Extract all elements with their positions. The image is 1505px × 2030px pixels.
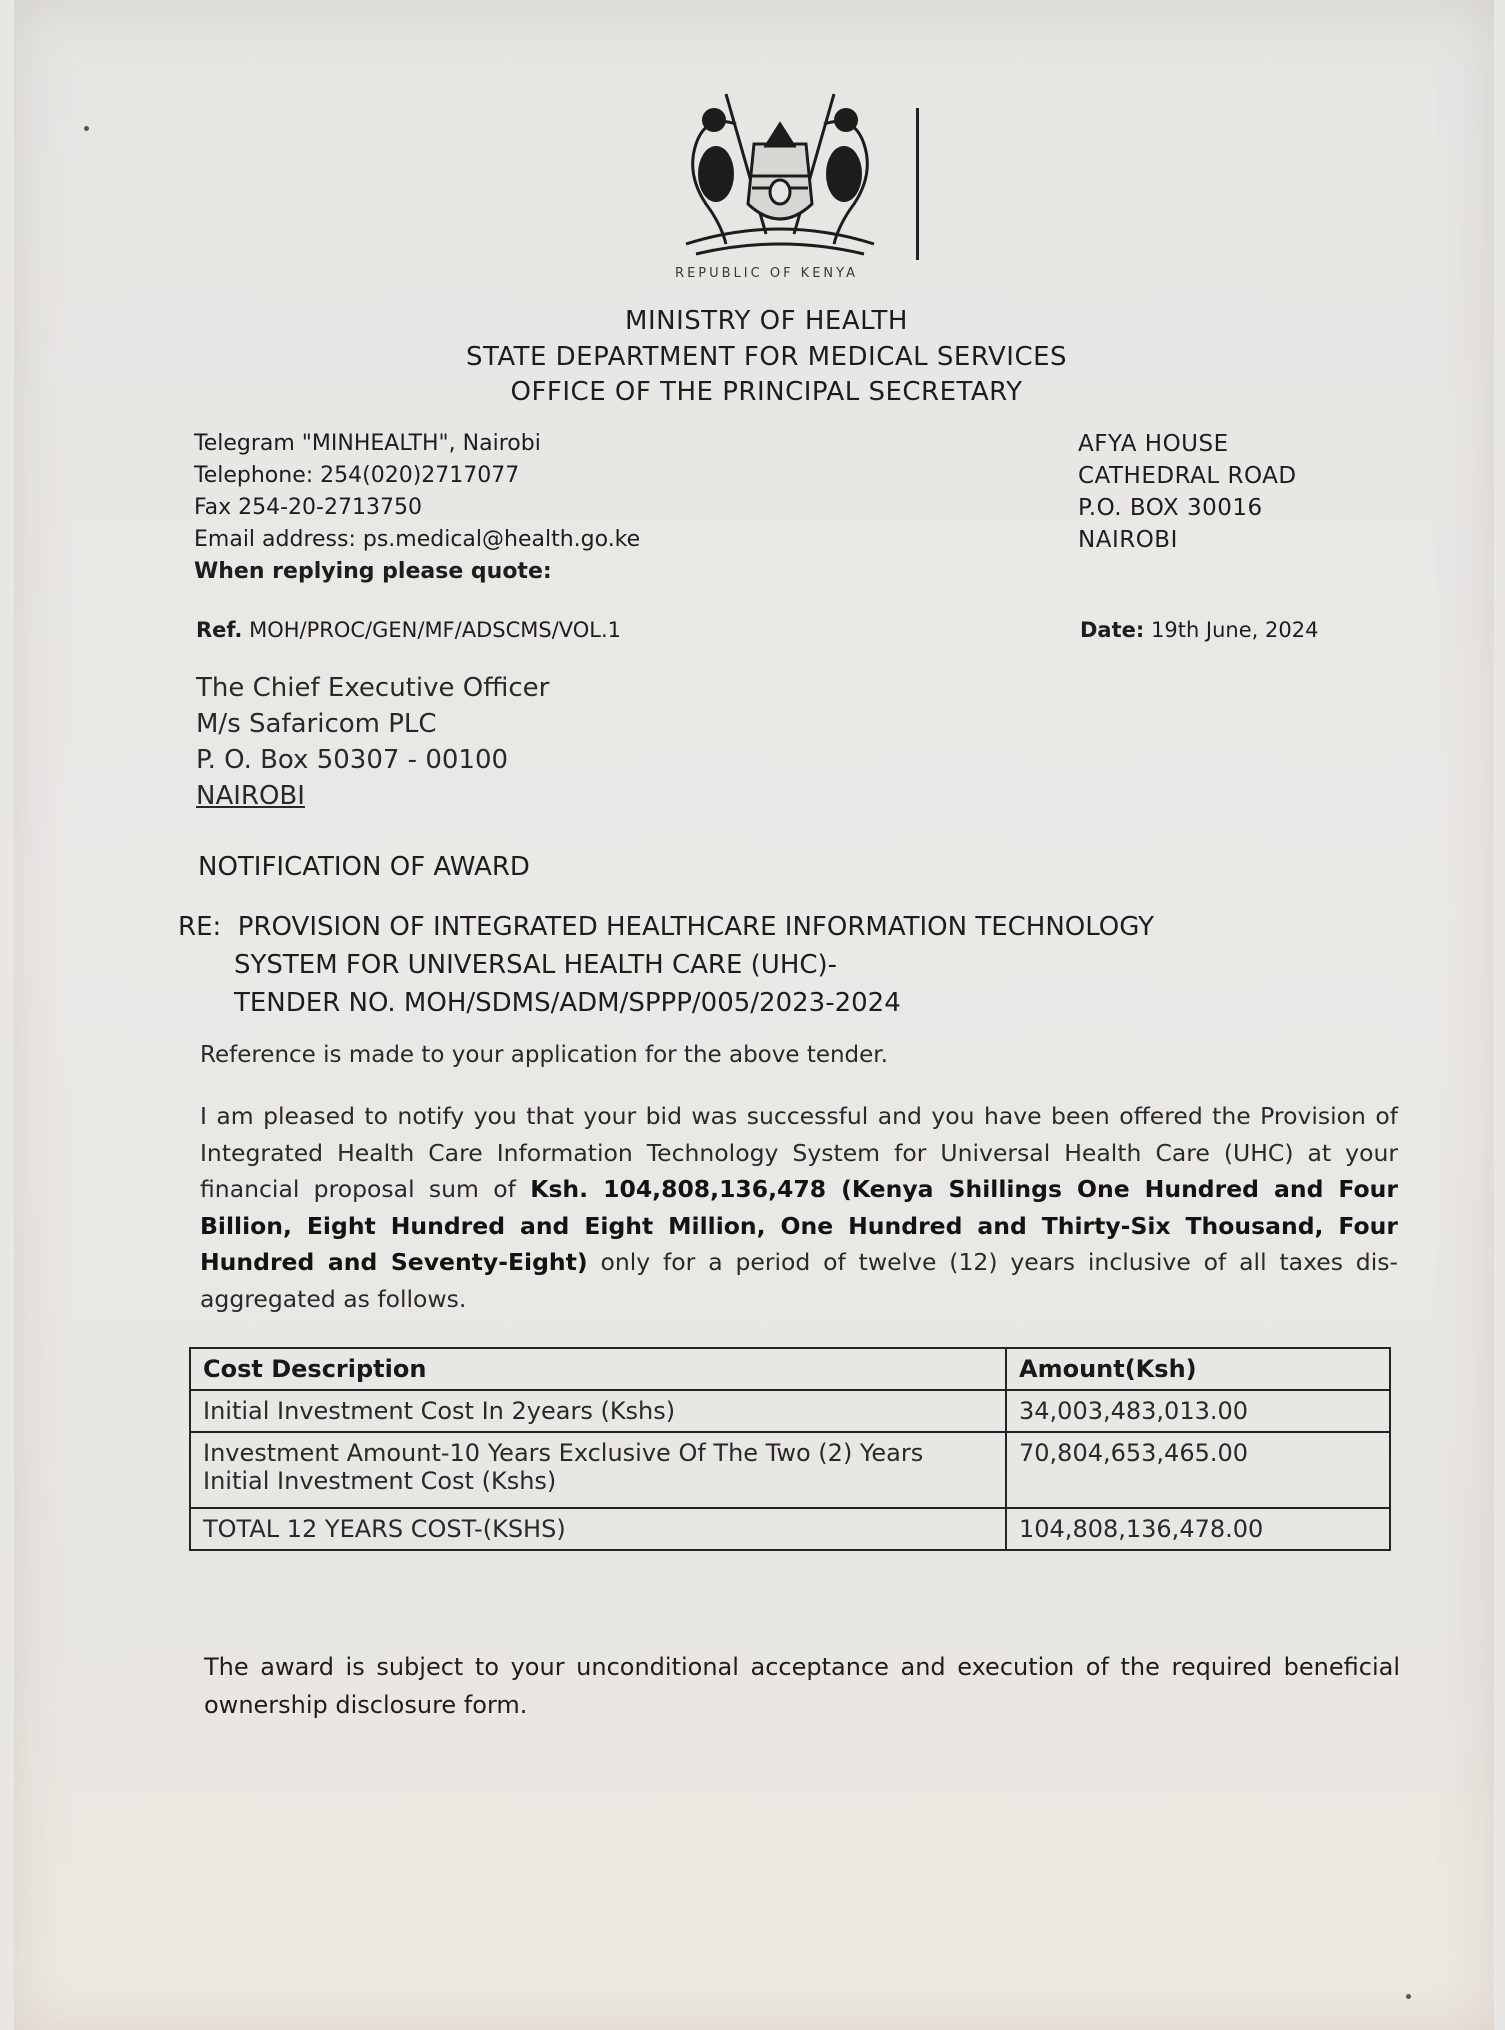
address-line: AFYA HOUSE: [1078, 431, 1229, 457]
recipient-line: P. O. Box 50307 - 00100: [196, 745, 509, 775]
cost-description-cell: Investment Amount-10 Years Exclusive Of The Two (2) Years Initial Investment Cost (Kshs): [190, 1432, 1006, 1508]
table-row: [190, 1432, 1390, 1508]
department-name: STATE DEPARTMENT FOR MEDICAL SERVICES: [465, 342, 1068, 372]
header-amount: Amount(Ksh): [1006, 1348, 1390, 1390]
award-text-1: I am pleased to notify you that your bid was successful and you have been offered the Provision of Integrated Health Care Information Technology System for Universal Health Care (UHC) at your financial proposal sum of: [200, 1102, 1398, 1203]
table-header-row: [190, 1348, 1390, 1390]
crest-caption: REPUBLIC OF KENYA: [675, 266, 858, 281]
office-name: OFFICE OF THE PRINCIPAL SECRETARY: [510, 377, 1023, 407]
table-row: [190, 1390, 1390, 1432]
letter-page: [14, 0, 1494, 2030]
recipient-line: M/s Safaricom PLC: [196, 709, 437, 739]
cost-description-cell: TOTAL 12 YEARS COST-(KSHS): [190, 1508, 1006, 1550]
date-label: Date:: [1080, 618, 1145, 642]
subject-line-1: [178, 908, 1154, 946]
speck: [1406, 1994, 1411, 1999]
office-address: [1078, 428, 1297, 556]
fax-line: Fax 254-20-2713750: [194, 495, 422, 520]
telephone-line: Telephone: 254(020)2717077: [194, 463, 520, 488]
address-line: P.O. BOX 30016: [1078, 495, 1263, 521]
speck: [84, 126, 89, 131]
letter-title: NOTIFICATION OF AWARD: [198, 852, 530, 882]
amount-cell: 104,808,136,478.00: [1006, 1508, 1390, 1550]
address-line: CATHEDRAL ROAD: [1078, 463, 1297, 489]
date-value: 19th June, 2024: [1150, 618, 1319, 642]
cost-table: [189, 1347, 1391, 1551]
recipient-line: The Chief Executive Officer: [196, 673, 550, 703]
cost-description-cell: Initial Investment Cost In 2years (Kshs): [190, 1390, 1006, 1432]
amount-cell: 70,804,653,465.00: [1006, 1432, 1390, 1508]
header-cost-description: Cost Description: [190, 1348, 1006, 1390]
crest-divider: [916, 108, 919, 260]
amount-cell: 34,003,483,013.00: [1006, 1390, 1390, 1432]
kenya-coat-of-arms-icon: [666, 84, 894, 262]
address-line: NAIROBI: [1078, 527, 1178, 553]
award-paragraph: [200, 1098, 1398, 1317]
reference-paragraph: Reference is made to your application for the above tender.: [200, 1042, 888, 1068]
table-row: [190, 1508, 1390, 1550]
contact-block: [194, 428, 640, 588]
email-line: Email address: ps.medical@health.go.ke: [194, 527, 641, 552]
telegram-line: Telegram "MINHEALTH", Nairobi: [194, 431, 541, 456]
reply-line: When replying please quote:: [194, 559, 552, 584]
subject-line-3: TENDER NO. MOH/SDMS/ADM/SPPP/005/2023-2024: [234, 988, 901, 1018]
recipient-city: NAIROBI: [196, 781, 305, 811]
reference-value: MOH/PROC/GEN/MF/ADSCMS/VOL.1: [249, 618, 622, 642]
subject-prefix: RE:: [178, 912, 222, 942]
subject-text: PROVISION OF INTEGRATED HEALTHCARE INFORMATION TECHNOLOGY: [237, 912, 1155, 942]
subject-line-2: SYSTEM FOR UNIVERSAL HEALTH CARE (UHC)-: [234, 950, 838, 980]
subject-block: [178, 908, 1154, 1022]
ministry-name: MINISTRY OF HEALTH: [625, 306, 908, 336]
recipient-block: [196, 670, 549, 814]
award-amount: Ksh. 104,808,136,478 (Kenya Shillings One Hundred and Four Billion, Eight Hundred and Eight Million, One Hundred and Thirty-Six Thousand, Four Hundred and Seventy-Eight): [200, 1175, 1398, 1276]
date-line: [1080, 618, 1318, 642]
award-text-2: only for a period of twelve (12) years inclusive of all taxes dis-aggregated as follows.: [200, 1248, 1398, 1313]
reference-line: [196, 618, 621, 642]
closing-paragraph: The award is subject to your unconditional acceptance and execution of the required beneficial ownership disclosure form.: [204, 1653, 1400, 1719]
reference-label: Ref.: [196, 618, 243, 642]
